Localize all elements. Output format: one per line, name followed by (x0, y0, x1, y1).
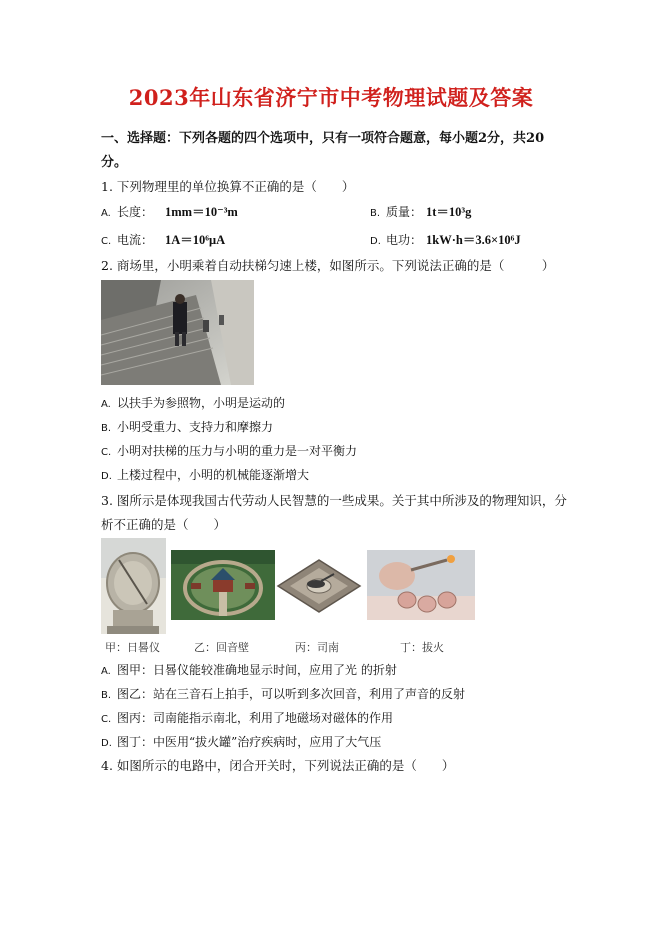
option-letter: B. (101, 423, 112, 434)
caption-jia: 甲：日晷仪 (105, 641, 160, 654)
option-letter: D. (101, 471, 112, 482)
option-text: 图丁：中医用“拔火罐”治疗疾病时，应用了大气压 (117, 735, 382, 749)
question-1-option-c (101, 230, 225, 248)
caption-ding: 丁：拔火 (400, 641, 444, 654)
cupping-photo (367, 550, 475, 620)
option-letter: C. (101, 447, 112, 458)
question-2-option-c (101, 442, 357, 459)
question-3-option-a (101, 661, 397, 678)
option-formula: 1A＝10⁶μA (165, 233, 226, 247)
option-letter: A. (101, 666, 111, 677)
option-letter: A. (101, 399, 111, 410)
question-3-option-d (101, 733, 381, 750)
option-text: 图乙：站在三音石上拍手，可以听到多次回音，利用了声音的反射 (117, 687, 466, 701)
option-text: 小明受重力、支持力和摩擦力 (117, 420, 274, 434)
option-letter: C. (101, 236, 112, 247)
option-label: 电功： (386, 233, 423, 247)
caption-yi: 乙：回音壁 (194, 641, 249, 654)
question-2-option-a (101, 394, 285, 411)
section-heading-line1: 一、选择题：下列各题的四个选项中，只有一项符合题意，每小题2分，共20 (101, 131, 545, 146)
option-text: 图丙：司南能指示南北，利用了地磁场对磁体的作用 (117, 711, 394, 725)
option-letter: B. (101, 690, 112, 701)
option-letter: C. (101, 714, 112, 725)
question-3-stem-line2: 析不正确的是（ ） (101, 517, 227, 532)
page-title: 2023年山东省济宁市中考物理试题及答案 (128, 85, 534, 110)
option-text: 图甲：日晷仪能较准确地显示时间，应用了光 的折射 (117, 663, 397, 677)
option-letter: B. (370, 208, 381, 219)
sundial-photo (101, 538, 166, 634)
option-formula: 1mm＝10⁻³m (165, 205, 238, 219)
option-text: 以扶手为参照物，小明是运动的 (117, 396, 286, 410)
option-formula: 1t＝10³g (426, 205, 472, 219)
option-label: 长度： (117, 205, 154, 219)
question-3-option-b (101, 685, 465, 702)
option-label: 质量： (386, 205, 423, 219)
option-formula: 1kW·h＝3.6×10⁶J (426, 233, 521, 247)
option-text: 上楼过程中，小明的机械能逐渐增大 (117, 468, 310, 482)
question-2-option-b (101, 418, 273, 435)
question-1-option-a (101, 202, 238, 220)
question-4-stem: 4. 如图所示的电路中，闭合开关时，下列说法正确的是（ ） (101, 758, 455, 773)
compass-sinan-photo (276, 556, 362, 616)
section-heading-line2: 分。 (101, 155, 128, 170)
option-letter: D. (101, 738, 112, 749)
escalator-photo (101, 280, 254, 385)
caption-bing: 丙：司南 (295, 641, 339, 654)
question-1-stem: 1. 下列物理里的单位换算不正确的是（ ） (101, 179, 355, 194)
question-1-option-d (370, 230, 521, 248)
echo-wall-photo (171, 550, 275, 620)
question-2-option-d (101, 466, 309, 483)
option-text: 小明对扶梯的压力与小明的重力是一对平衡力 (117, 444, 358, 458)
question-1-option-b (370, 202, 471, 220)
question-2-stem: 2. 商场里，小明乘着自动扶梯匀速上楼，如图所示。下列说法正确的是（ ） (101, 258, 555, 273)
option-letter: A. (101, 208, 111, 219)
option-letter: D. (370, 236, 381, 247)
option-label: 电流： (117, 233, 154, 247)
question-3-option-c (101, 709, 393, 726)
question-3-stem-line1: 3. 图所示是体现我国古代劳动人民智慧的一些成果。关于其中所涉及的物理知识，分 (101, 493, 567, 508)
